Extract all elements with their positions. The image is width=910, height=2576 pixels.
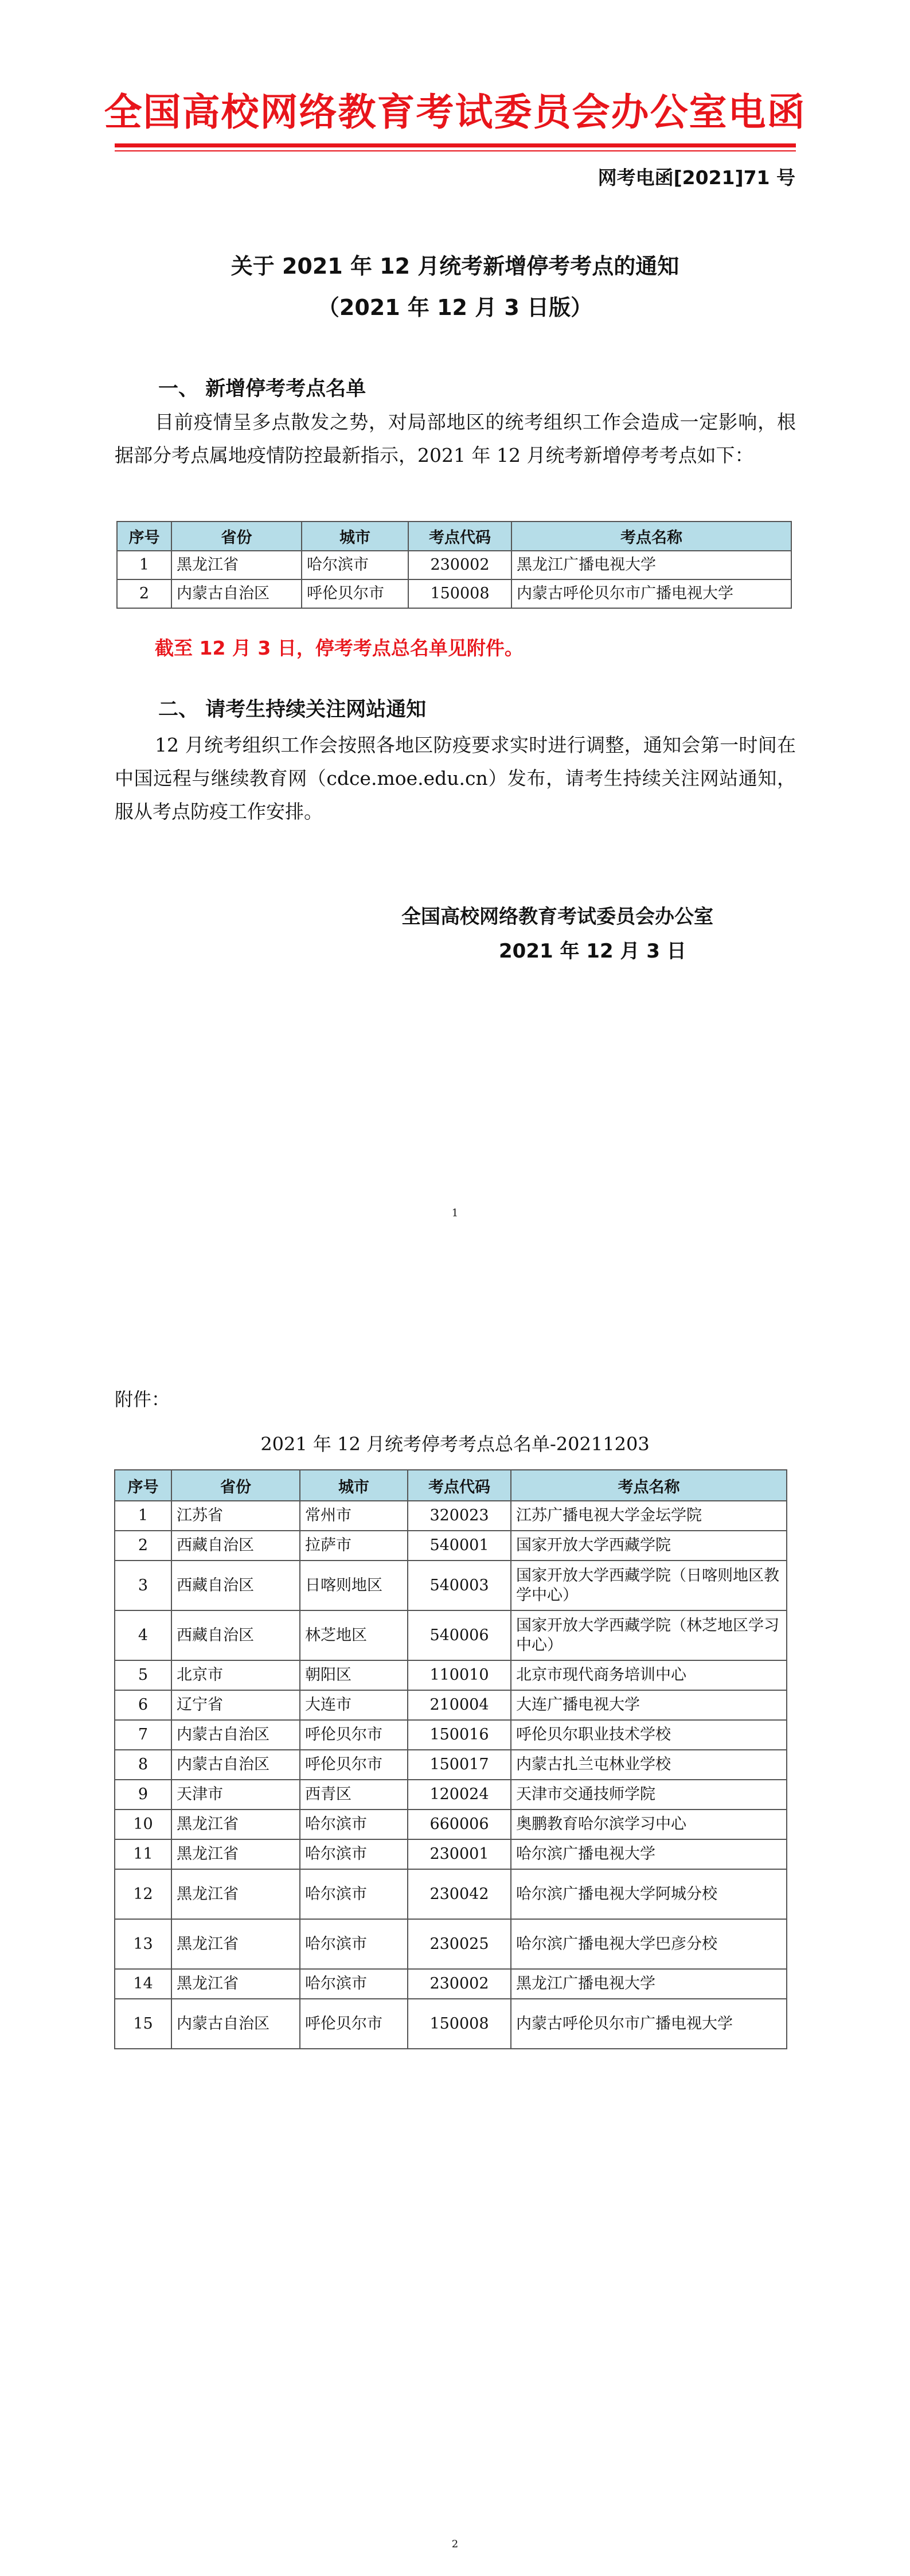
table-cell: 2 — [115, 1531, 171, 1561]
table-cell: 10 — [115, 1810, 171, 1839]
table-cell: 7 — [115, 1720, 171, 1750]
table-cell: 哈尔滨广播电视大学 — [511, 1839, 787, 1869]
column-header: 城市 — [300, 1470, 408, 1501]
table-cell: 哈尔滨市 — [300, 1969, 408, 1999]
table-cell: 内蒙古扎兰屯林业学校 — [511, 1750, 787, 1780]
table-cell: 540003 — [408, 1561, 511, 1610]
table-cell: 哈尔滨市 — [300, 1810, 408, 1839]
table-row — [117, 579, 791, 608]
table-cell: 哈尔滨市 — [302, 551, 408, 579]
table-cell: 1 — [115, 1501, 171, 1531]
table-cell: 日喀则地区 — [300, 1561, 408, 1610]
table-header-row — [115, 1470, 787, 1501]
table-cell: 哈尔滨广播电视大学阿城分校 — [511, 1869, 787, 1919]
table-cell: 林芝地区 — [300, 1610, 408, 1660]
table-row — [115, 1561, 787, 1610]
table-cell: 150017 — [408, 1750, 511, 1780]
table-cell: 210004 — [408, 1690, 511, 1720]
column-header: 城市 — [302, 522, 408, 551]
table-cell: 江苏省 — [171, 1501, 300, 1531]
table-cell: 内蒙古自治区 — [171, 1999, 300, 2049]
table-cell: 11 — [115, 1839, 171, 1869]
table-cell: 150008 — [408, 1999, 511, 2049]
table-cell: 150008 — [408, 579, 511, 608]
section-2-heading: 二、 请考生持续关注网站通知 — [158, 698, 427, 721]
table-cell: 内蒙古自治区 — [171, 1750, 300, 1780]
table-cell: 230002 — [408, 551, 511, 579]
attachment-label: 附件： — [115, 1388, 170, 1410]
table-cell: 540001 — [408, 1531, 511, 1561]
table-cell: 6 — [115, 1690, 171, 1720]
table-cell: 5 — [115, 1660, 171, 1690]
table-cell: 呼伦贝尔职业技术学校 — [511, 1720, 787, 1750]
table-row — [115, 1780, 787, 1810]
table-cell: 230025 — [408, 1919, 511, 1969]
attachment-note: 截至 12 月 3 日，停考考点总名单见附件。 — [155, 637, 524, 659]
table-row — [115, 1690, 787, 1720]
table-cell: 呼伦贝尔市 — [300, 1750, 408, 1780]
table-cell: 奥鹏教育哈尔滨学习中心 — [511, 1810, 787, 1839]
table-cell: 天津市交通技师学院 — [511, 1780, 787, 1810]
column-header: 考点名称 — [511, 522, 791, 551]
signature-organization: 全国高校网络教育考试委员会办公室 — [401, 905, 713, 928]
table-cell: 江苏广播电视大学金坛学院 — [511, 1501, 787, 1531]
table-cell: 拉萨市 — [300, 1531, 408, 1561]
table-cell: 哈尔滨市 — [300, 1919, 408, 1969]
column-header: 省份 — [171, 522, 302, 551]
table-cell: 黑龙江省 — [171, 551, 302, 579]
table-cell: 4 — [115, 1610, 171, 1660]
column-header: 序号 — [115, 1470, 171, 1501]
table-cell: 540006 — [408, 1610, 511, 1660]
letterhead-rule-thin — [115, 150, 796, 151]
table-cell: 内蒙古呼伦贝尔市广播电视大学 — [511, 579, 791, 608]
attachment-title: 2021 年 12 月统考停考考点总名单-20211203 — [260, 1433, 650, 1455]
table-cell: 12 — [115, 1869, 171, 1919]
table-cell: 黑龙江省 — [171, 1969, 300, 1999]
table-cell: 内蒙古呼伦贝尔市广播电视大学 — [511, 1999, 787, 2049]
table-cell: 黑龙江省 — [171, 1869, 300, 1919]
table-row — [115, 1720, 787, 1750]
table-cell: 哈尔滨广播电视大学巴彦分校 — [511, 1919, 787, 1969]
table-cell: 西青区 — [300, 1780, 408, 1810]
table-header-row — [117, 522, 791, 551]
table-cell: 内蒙古自治区 — [171, 579, 302, 608]
table-cell: 内蒙古自治区 — [171, 1720, 300, 1750]
section-1-paragraph: 目前疫情呈多点散发之势，对局部地区的统考组织工作会造成一定影响，根据部分考点属地疫情防控最新指示，2021 年 12 月统考新增停考考点如下： — [115, 411, 796, 466]
table-row — [115, 1999, 787, 2049]
table-cell: 北京市 — [171, 1660, 300, 1690]
section-1-heading: 一、 新增停考考点名单 — [158, 378, 366, 400]
column-header: 考点代码 — [408, 522, 511, 551]
section-2-paragraph: 12 月统考组织工作会按照各地区防疫要求实时进行调整，通知会第一时间在中国远程与继续教育网（cdce.moe.edu.cn）发布，请考生持续关注网站通知，服从考点防疫工作安排。 — [115, 734, 796, 823]
table-cell: 辽宁省 — [171, 1690, 300, 1720]
table-cell: 呼伦贝尔市 — [302, 579, 408, 608]
table-cell: 国家开放大学西藏学院 — [511, 1531, 787, 1561]
page-number-2: 2 — [451, 2538, 459, 2550]
column-header: 考点代码 — [408, 1470, 511, 1501]
table-cell: 9 — [115, 1780, 171, 1810]
letterhead-rule-thick — [115, 143, 796, 147]
page-number-1: 1 — [451, 1207, 459, 1219]
table-row — [115, 1750, 787, 1780]
table-row — [115, 1839, 787, 1869]
table-cell: 哈尔滨市 — [300, 1839, 408, 1869]
table-row — [115, 1969, 787, 1999]
table-cell: 110010 — [408, 1660, 511, 1690]
table-cell: 230002 — [408, 1969, 511, 1999]
table-cell: 黑龙江广播电视大学 — [511, 1969, 787, 1999]
document-number: 网考电函[2021]71 号 — [597, 166, 795, 189]
all-suspended-sites-table — [114, 1469, 787, 2049]
table-cell: 国家开放大学西藏学院（日喀则地区教学中心） — [511, 1561, 787, 1610]
table-row — [115, 1531, 787, 1561]
table-row — [115, 1919, 787, 1969]
table-row — [117, 551, 791, 579]
table-cell: 呼伦贝尔市 — [300, 1999, 408, 2049]
table-cell: 14 — [115, 1969, 171, 1999]
table-row — [115, 1660, 787, 1690]
table-row — [115, 1501, 787, 1531]
table-cell: 天津市 — [171, 1780, 300, 1810]
table-row — [115, 1610, 787, 1660]
table-cell: 北京市现代商务培训中心 — [511, 1660, 787, 1690]
new-suspended-sites-table — [116, 521, 792, 609]
table-cell: 8 — [115, 1750, 171, 1780]
table-cell: 黑龙江省 — [171, 1839, 300, 1869]
table-cell: 15 — [115, 1999, 171, 2049]
table-cell: 西藏自治区 — [171, 1561, 300, 1610]
table-cell: 朝阳区 — [300, 1660, 408, 1690]
notice-subtitle: （2021 年 12 月 3 日版） — [317, 295, 593, 320]
table-cell: 大连市 — [300, 1690, 408, 1720]
table-cell: 呼伦贝尔市 — [300, 1720, 408, 1750]
table-cell: 西藏自治区 — [171, 1531, 300, 1561]
table-cell: 2 — [117, 579, 171, 608]
table-cell: 1 — [117, 551, 171, 579]
table-cell: 黑龙江省 — [171, 1810, 300, 1839]
notice-title: 关于 2021 年 12 月统考新增停考考点的通知 — [231, 254, 679, 279]
table-cell: 230042 — [408, 1869, 511, 1919]
signature-date: 2021 年 12 月 3 日 — [499, 940, 686, 963]
table-cell: 320023 — [408, 1501, 511, 1531]
letterhead-title: 全国高校网络教育考试委员会办公室电函 — [104, 90, 806, 134]
table-cell: 大连广播电视大学 — [511, 1690, 787, 1720]
table-cell: 120024 — [408, 1780, 511, 1810]
column-header: 省份 — [171, 1470, 300, 1501]
table-cell: 230001 — [408, 1839, 511, 1869]
table-row — [115, 1810, 787, 1839]
table-cell: 哈尔滨市 — [300, 1869, 408, 1919]
table-cell: 660006 — [408, 1810, 511, 1839]
table-cell: 西藏自治区 — [171, 1610, 300, 1660]
column-header: 考点名称 — [511, 1470, 787, 1501]
table-cell: 3 — [115, 1561, 171, 1610]
column-header: 序号 — [117, 522, 171, 551]
table-cell: 国家开放大学西藏学院（林芝地区学习中心） — [511, 1610, 787, 1660]
table-cell: 黑龙江广播电视大学 — [511, 551, 791, 579]
table-cell: 13 — [115, 1919, 171, 1969]
table-cell: 150016 — [408, 1720, 511, 1750]
table-row — [115, 1869, 787, 1919]
table-cell: 常州市 — [300, 1501, 408, 1531]
table-cell: 黑龙江省 — [171, 1919, 300, 1969]
